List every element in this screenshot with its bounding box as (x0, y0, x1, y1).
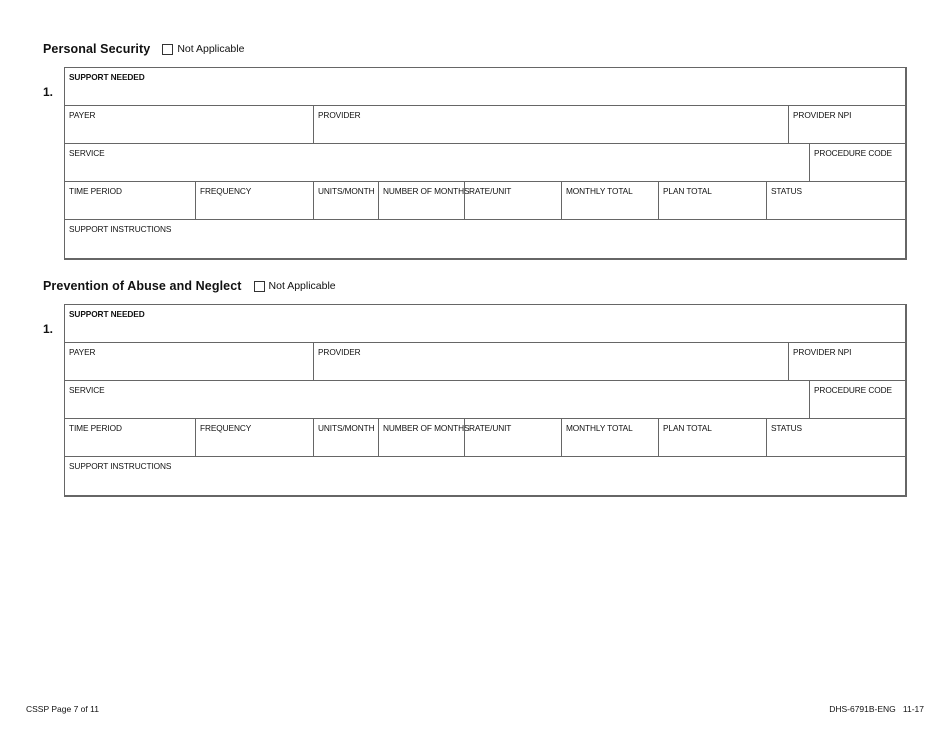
rate-unit-label: RATE/UNIT (469, 186, 512, 196)
payer-provider-row (65, 343, 905, 381)
service-row (65, 381, 905, 419)
status-label: STATUS (771, 186, 802, 196)
number-of-months-label: NUMBER OF MONTHS (383, 186, 470, 196)
units-month-label: UNITS/MONTH (318, 423, 375, 433)
monthly-total-field[interactable] (561, 182, 658, 219)
support-instructions-label: SUPPORT INSTRUCTIONS (69, 224, 172, 234)
provider-npi-label: PROVIDER NPI (793, 110, 852, 120)
section-header-prevention-of-abuse (43, 276, 336, 296)
support-instructions-label: SUPPORT INSTRUCTIONS (69, 461, 172, 471)
service-label: SERVICE (69, 148, 105, 158)
plan-total-label: PLAN TOTAL (663, 423, 712, 433)
not-applicable-label: Not Applicable (268, 280, 336, 292)
service-row (65, 144, 905, 182)
status-field[interactable] (766, 419, 905, 456)
payer-field[interactable] (65, 106, 313, 143)
support-form-prevention-of-abuse (64, 304, 907, 497)
payer-provider-row (65, 106, 905, 144)
section-title: Personal Security (43, 42, 151, 56)
service-field[interactable] (65, 144, 809, 181)
service-field[interactable] (65, 381, 809, 418)
support-instructions-row (65, 220, 905, 258)
frequency-field[interactable] (195, 419, 313, 456)
payer-label: PAYER (69, 347, 96, 357)
support-needed-row (65, 68, 905, 106)
provider-field[interactable] (313, 343, 788, 380)
provider-label: PROVIDER (318, 110, 361, 120)
payer-label: PAYER (69, 110, 96, 120)
rate-unit-field[interactable] (464, 182, 561, 219)
support-needed-field[interactable] (65, 305, 905, 342)
number-of-months-label: NUMBER OF MONTHS (383, 423, 470, 433)
procedure-code-field[interactable] (809, 144, 905, 181)
not-applicable-checkbox[interactable] (254, 281, 265, 292)
time-period-label: TIME PERIOD (69, 423, 122, 433)
procedure-code-field[interactable] (809, 381, 905, 418)
status-field[interactable] (766, 182, 905, 219)
not-applicable-checkbox[interactable] (162, 44, 173, 55)
support-needed-label: SUPPORT NEEDED (69, 309, 145, 319)
provider-npi-label: PROVIDER NPI (793, 347, 852, 357)
procedure-code-label: PROCEDURE CODE (814, 385, 892, 395)
support-instructions-row (65, 457, 905, 495)
plan-total-field[interactable] (658, 419, 766, 456)
monthly-total-label: MONTHLY TOTAL (566, 186, 633, 196)
units-month-label: UNITS/MONTH (318, 186, 375, 196)
section-header-personal-security (43, 39, 244, 59)
procedure-code-label: PROCEDURE CODE (814, 148, 892, 158)
service-label: SERVICE (69, 385, 105, 395)
frequency-label: FREQUENCY (200, 423, 252, 433)
plan-total-field[interactable] (658, 182, 766, 219)
time-period-label: TIME PERIOD (69, 186, 122, 196)
provider-npi-field[interactable] (788, 106, 905, 143)
units-month-field[interactable] (313, 419, 378, 456)
monthly-total-field[interactable] (561, 419, 658, 456)
provider-npi-field[interactable] (788, 343, 905, 380)
number-of-months-field[interactable] (378, 182, 470, 219)
time-period-row (65, 419, 905, 457)
time-period-row (65, 182, 905, 220)
plan-total-label: PLAN TOTAL (663, 186, 712, 196)
status-label: STATUS (771, 423, 802, 433)
payer-field[interactable] (65, 343, 313, 380)
frequency-field[interactable] (195, 182, 313, 219)
support-instructions-field[interactable] (65, 220, 905, 258)
provider-field[interactable] (313, 106, 788, 143)
units-month-field[interactable] (313, 182, 378, 219)
not-applicable-label: Not Applicable (177, 43, 245, 55)
footer-form-id: DHS-6791B-ENG 11-17 (829, 704, 924, 714)
number-of-months-field[interactable] (378, 419, 470, 456)
support-needed-row (65, 305, 905, 343)
time-period-field[interactable] (65, 419, 195, 456)
rate-unit-label: RATE/UNIT (469, 423, 512, 433)
time-period-field[interactable] (65, 182, 195, 219)
item-number: 1. (43, 322, 54, 336)
footer-page-label: CSSP Page 7 of 11 (26, 704, 99, 714)
provider-label: PROVIDER (318, 347, 361, 357)
support-instructions-field[interactable] (65, 457, 905, 495)
frequency-label: FREQUENCY (200, 186, 252, 196)
item-number: 1. (43, 85, 54, 99)
support-form-personal-security (64, 67, 907, 260)
support-needed-field[interactable] (65, 68, 905, 105)
monthly-total-label: MONTHLY TOTAL (566, 423, 633, 433)
rate-unit-field[interactable] (464, 419, 561, 456)
support-needed-label: SUPPORT NEEDED (69, 72, 145, 82)
section-title: Prevention of Abuse and Neglect (43, 279, 242, 293)
